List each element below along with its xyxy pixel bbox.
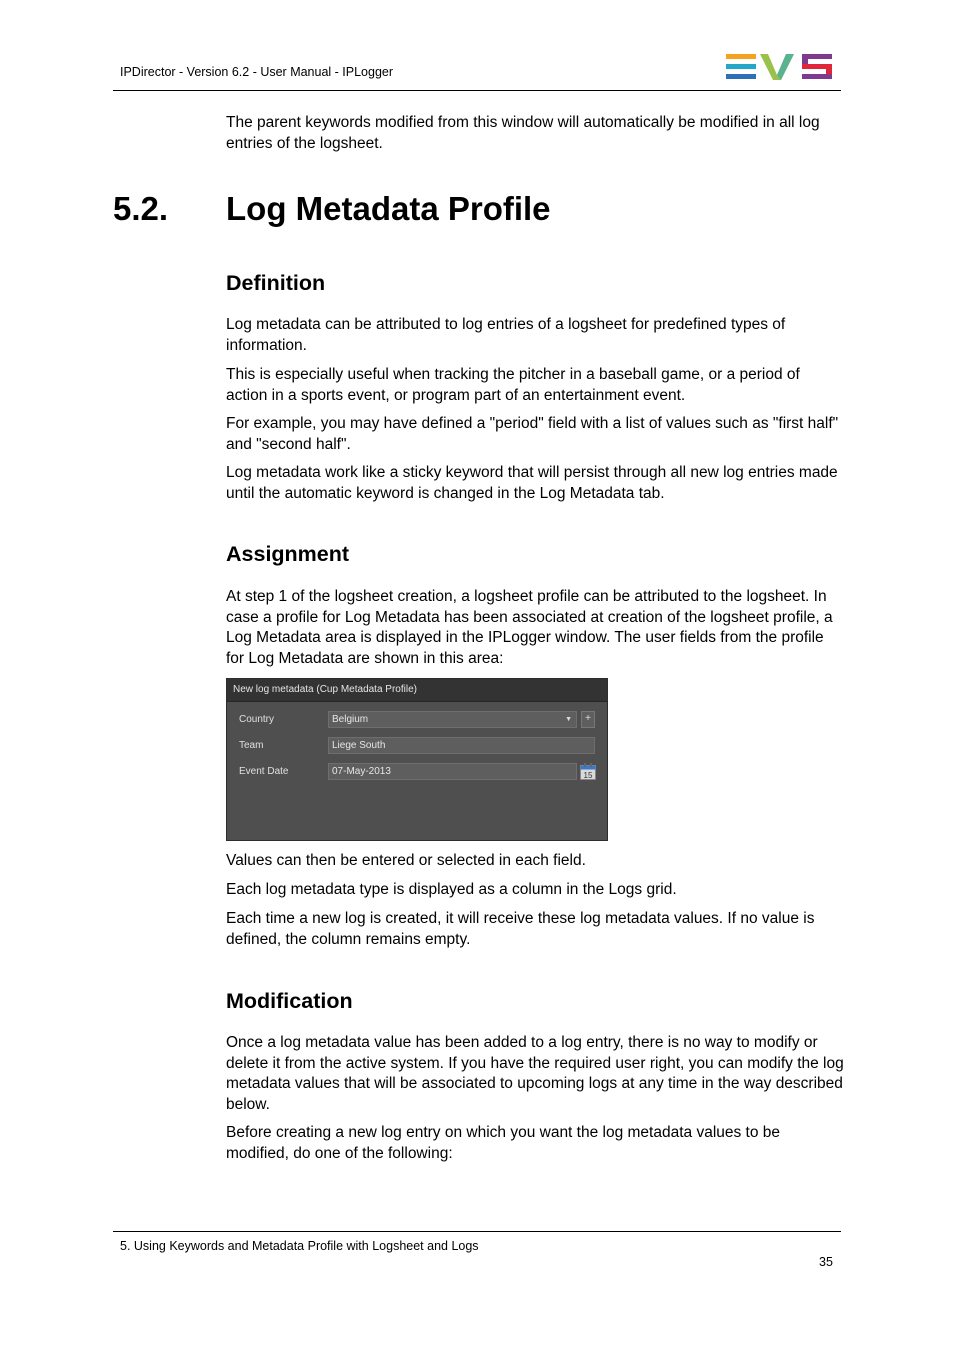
definition-heading: Definition xyxy=(226,271,326,295)
country-row xyxy=(227,711,607,729)
definition-paragraph-4: Log metadata work like a sticky keyword that will persist through all new log entries made until the automatic keyword is changed in the Log Metadata tab. xyxy=(226,464,838,502)
definition-paragraph-3: For example, you may have defined a "period" field with a list of values such as "first half" and "second half". xyxy=(226,415,839,453)
definition-paragraph-1: Log metadata can be attributed to log entries of a logsheet for predefined types of information. xyxy=(226,316,786,354)
team-input[interactable]: Liege South xyxy=(328,737,595,754)
evs-logo-icon xyxy=(726,53,834,83)
country-label: Country xyxy=(239,714,275,725)
country-value: Belgium xyxy=(332,714,369,725)
section-title: Log Metadata Profile xyxy=(226,190,551,227)
chevron-down-icon: ▼ xyxy=(565,716,572,723)
assignment-after-3: Each time a new log is created, it will receive these log metadata values. If no value is defined, the column remains empty. xyxy=(226,910,815,948)
footer-chapter: 5. Using Keywords and Metadata Profile with Logsheet and Logs xyxy=(120,1239,479,1253)
header-divider xyxy=(113,90,841,91)
calendar-icon[interactable] xyxy=(580,763,596,780)
intro-paragraph: The parent keywords modified from this window will automatically be modified in all log entries of the logsheet. xyxy=(226,114,820,152)
section-number: 5.2. xyxy=(113,190,169,227)
calendar-day-text: 15 xyxy=(583,771,593,780)
header-title: IPDirector - Version 6.2 - User Manual - IPLogger xyxy=(120,65,394,79)
log-metadata-dialog xyxy=(226,678,608,841)
country-select[interactable] xyxy=(328,711,577,728)
dialog-title: New log metadata (Cup Metadata Profile) xyxy=(227,679,607,702)
footer-divider xyxy=(113,1231,841,1232)
assignment-after-1: Values can then be entered or selected in each field. xyxy=(226,852,586,869)
assignment-after-2: Each log metadata type is displayed as a column in the Logs grid. xyxy=(226,881,677,898)
assignment-paragraph: At step 1 of the logsheet creation, a logsheet profile can be attributed to the logsheet. In case a profile for Log Metadata has been associated at creation of the logsheet profile, a Log Metadata area is displayed in the IPLogger window. The user fields from the profile for Log Metadata are shown in this area: xyxy=(226,588,833,667)
definition-paragraph-2: This is especially useful when tracking the pitcher in a baseball game, or a period of action in a sports event, or program part of an entertainment event. xyxy=(226,366,800,404)
event-date-label: Event Date xyxy=(239,766,289,777)
event-date-input[interactable]: 07-May-2013 xyxy=(328,763,577,780)
team-label: Team xyxy=(239,740,264,751)
event-date-row xyxy=(227,763,607,781)
modification-heading: Modification xyxy=(226,989,353,1013)
add-country-button[interactable]: + xyxy=(581,711,595,728)
team-row xyxy=(227,737,607,755)
page-number: 35 xyxy=(819,1255,833,1269)
modification-paragraph-2: Before creating a new log entry on which you want the log metadata values to be modified, do one of the following: xyxy=(226,1124,781,1162)
assignment-heading: Assignment xyxy=(226,542,350,566)
modification-paragraph-1: Once a log metadata value has been added to a log entry, there is no way to modify or delete it from the active system. If you have the required user right, you can modify the log metadata values that will be associated to upcoming logs at any time in the way described below. xyxy=(226,1034,844,1113)
